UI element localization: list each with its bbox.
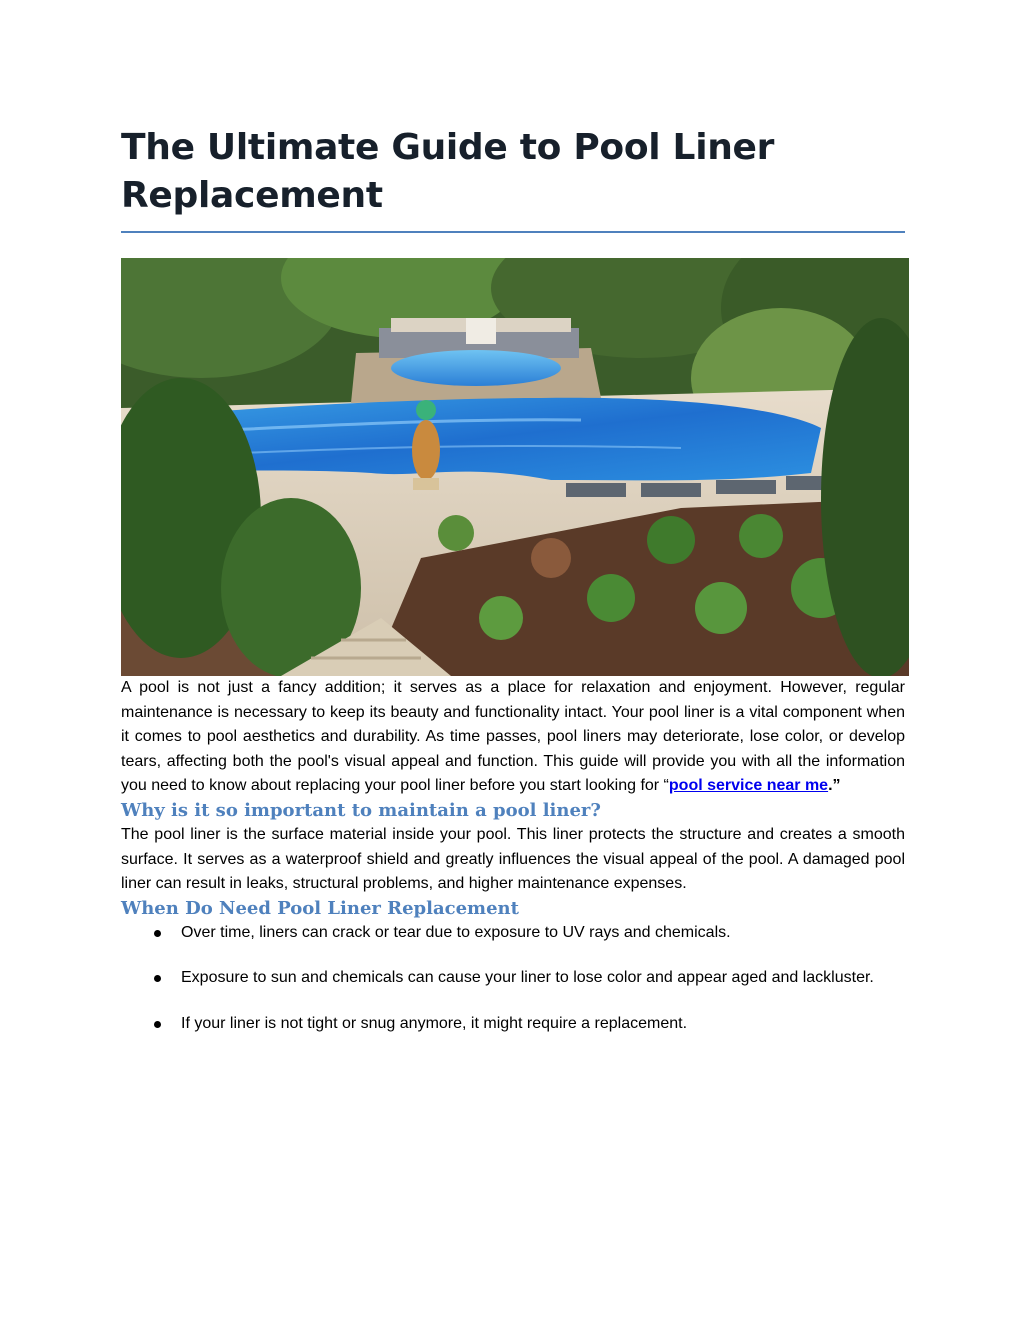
intro-text: A pool is not just a fancy addition; it serves as a place for relaxation and enjoyment. However, regular maintenance is necessary to keep its beauty and functionality intact. Your pool liner is a vital component when it comes to pool aesthetics and durability. As time passes, pool liners may deteriorate, lose color, or develop tears, affecting both the pool's visual appeal and function. This guide will provide you with all the information you need to know about replacing your pool liner before you start looking for “ xyxy=(121,679,905,795)
intro-closing: .” xyxy=(828,777,841,795)
list-item xyxy=(121,921,905,946)
list-item-text: If your liner is not tight or snug anymore, it might require a replacement. xyxy=(181,1014,688,1032)
section-heading-why: Why is it so important to maintain a pool liner? xyxy=(121,799,601,821)
list-item-text: Over time, liners can crack or tear due to exposure to UV rays and chemicals. xyxy=(181,923,731,941)
intro-paragraph xyxy=(121,676,905,799)
list-item xyxy=(121,966,905,991)
list-item xyxy=(121,1012,905,1037)
section-heading-when: When Do Need Pool Liner Replacement xyxy=(121,897,519,919)
pool-service-near-me-link[interactable]: pool service near me xyxy=(668,777,829,795)
backyard-pool-photo-icon xyxy=(121,258,909,676)
bullet-icon xyxy=(154,1021,161,1028)
why-paragraph: The pool liner is the surface material inside your pool. This liner protects the structure and creates a smooth surface. It serves as a waterproof shield and greatly influences the visual appeal of the pool. A damaged pool liner can result in leaks, structural problems, and higher maintenance expenses. xyxy=(121,825,905,893)
replacement-signs-list xyxy=(121,921,905,1037)
page-title: The Ultimate Guide to Pool Liner Replacement xyxy=(121,127,775,216)
document-page xyxy=(121,0,905,1058)
list-item-text: Exposure to sun and chemicals can cause your liner to lose color and appear aged and lackluster. xyxy=(181,969,874,987)
bullet-icon xyxy=(154,930,161,937)
title-divider xyxy=(121,231,905,233)
bullet-icon xyxy=(154,975,161,982)
